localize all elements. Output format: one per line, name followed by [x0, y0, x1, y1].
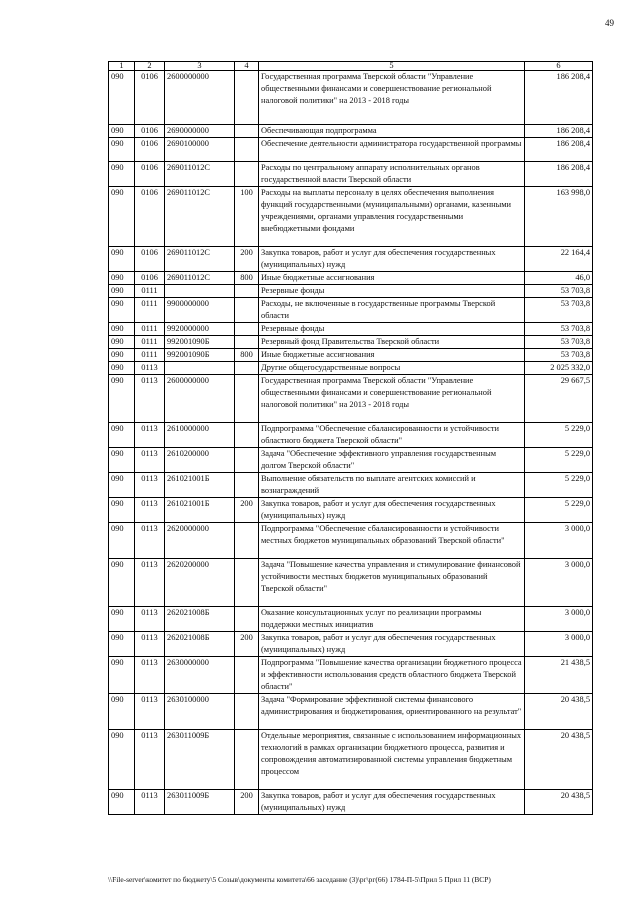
cell-ministry: 090 — [109, 138, 135, 162]
cell-ministry: 090 — [109, 247, 135, 272]
cell-section: 0113 — [135, 559, 165, 607]
cell-ministry: 090 — [109, 285, 135, 298]
cell-section: 0113 — [135, 498, 165, 523]
cell-expense-type — [235, 423, 259, 448]
cell-section: 0113 — [135, 375, 165, 423]
cell-expense-type — [235, 657, 259, 694]
cell-ministry: 090 — [109, 323, 135, 336]
cell-section: 0106 — [135, 138, 165, 162]
cell-section: 0113 — [135, 657, 165, 694]
cell-amount: 21 438,5 — [525, 657, 593, 694]
table-row — [109, 336, 593, 349]
cell-section: 0113 — [135, 694, 165, 730]
cell-target: 2600000000 — [165, 375, 235, 423]
header-cell: 3 — [165, 62, 235, 71]
cell-target: 2630000000 — [165, 657, 235, 694]
cell-expense-type — [235, 125, 259, 138]
cell-target: 2690100000 — [165, 138, 235, 162]
cell-ministry: 090 — [109, 162, 135, 187]
cell-target: 262021008Б — [165, 632, 235, 657]
table-row — [109, 298, 593, 323]
table-row — [109, 247, 593, 272]
cell-ministry: 090 — [109, 71, 135, 125]
cell-target: 9920000000 — [165, 323, 235, 336]
table-row — [109, 694, 593, 730]
cell-section: 0113 — [135, 448, 165, 473]
cell-expense-type — [235, 162, 259, 187]
cell-amount: 186 208,4 — [525, 125, 593, 138]
header-row — [109, 62, 593, 71]
cell-description: Задача "Повышение качества управления и стимулирование финансовой устойчивости местных бюджетов муниципальных образований Тверской области" — [259, 559, 525, 607]
cell-section: 0106 — [135, 162, 165, 187]
cell-ministry: 090 — [109, 349, 135, 362]
cell-ministry: 090 — [109, 187, 135, 247]
cell-ministry: 090 — [109, 362, 135, 375]
cell-section: 0113 — [135, 523, 165, 559]
cell-expense-type: 200 — [235, 247, 259, 272]
cell-amount: 186 208,4 — [525, 138, 593, 162]
table-row — [109, 790, 593, 815]
cell-target: 263011009Б — [165, 790, 235, 815]
cell-ministry: 090 — [109, 523, 135, 559]
cell-amount: 46,0 — [525, 272, 593, 285]
cell-description: Другие общегосударственные вопросы — [259, 362, 525, 375]
cell-target: 2620000000 — [165, 523, 235, 559]
cell-section: 0113 — [135, 730, 165, 790]
cell-ministry: 090 — [109, 298, 135, 323]
cell-target: 9900000000 — [165, 298, 235, 323]
file-path-footer: \\File-server\комитет по бюджету\5 Созыв\документы комитета\66 заседание (3)\рг\рг(66) 1784-П-5\Прил 5 Прил 11 (ВСР) — [108, 875, 491, 884]
table-row — [109, 657, 593, 694]
header-cell: 2 — [135, 62, 165, 71]
table-row — [109, 523, 593, 559]
cell-amount: 5 229,0 — [525, 498, 593, 523]
cell-ministry: 090 — [109, 790, 135, 815]
cell-amount: 5 229,0 — [525, 473, 593, 498]
cell-amount: 22 164,4 — [525, 247, 593, 272]
cell-section: 0106 — [135, 125, 165, 138]
cell-target: 269011012С — [165, 272, 235, 285]
cell-description: Задача "Формирование эффективной системы финансового администрирования и бюджетирования, ориентированного на результат" — [259, 694, 525, 730]
table-row — [109, 125, 593, 138]
cell-ministry: 090 — [109, 473, 135, 498]
cell-expense-type — [235, 694, 259, 730]
cell-description: Расходы на выплаты персоналу в целях обеспечения выполнения функций государственными (муниципальными) органами, казенными учреждениями, органами управления государственными внебюджетными фондами — [259, 187, 525, 247]
cell-description: Государственная программа Тверской области "Управление общественными финансами и совершенствование региональной налоговой политики" на 2013 - 2018 годы — [259, 71, 525, 125]
cell-amount: 163 998,0 — [525, 187, 593, 247]
cell-ministry: 090 — [109, 657, 135, 694]
table-row — [109, 187, 593, 247]
cell-amount: 20 438,5 — [525, 694, 593, 730]
cell-ministry: 090 — [109, 448, 135, 473]
cell-target: 2620200000 — [165, 559, 235, 607]
cell-section: 0111 — [135, 323, 165, 336]
table-row — [109, 632, 593, 657]
table-row — [109, 730, 593, 790]
cell-target: 2610200000 — [165, 448, 235, 473]
header-cell: 1 — [109, 62, 135, 71]
cell-section: 0113 — [135, 473, 165, 498]
cell-amount: 3 000,0 — [525, 559, 593, 607]
cell-amount: 186 208,4 — [525, 71, 593, 125]
table-row — [109, 71, 593, 125]
cell-expense-type — [235, 71, 259, 125]
cell-description: Иные бюджетные ассигнования — [259, 349, 525, 362]
cell-target: 269011012С — [165, 187, 235, 247]
cell-expense-type — [235, 138, 259, 162]
table-row — [109, 285, 593, 298]
cell-description: Закупка товаров, работ и услуг для обеспечения государственных (муниципальных) нужд — [259, 498, 525, 523]
cell-target: 992001090Б — [165, 336, 235, 349]
cell-ministry: 090 — [109, 694, 135, 730]
cell-ministry: 090 — [109, 272, 135, 285]
cell-expense-type: 200 — [235, 632, 259, 657]
cell-expense-type — [235, 285, 259, 298]
budget-table — [108, 61, 593, 815]
cell-target: 263011009Б — [165, 730, 235, 790]
cell-description: Резервные фонды — [259, 285, 525, 298]
cell-expense-type: 100 — [235, 187, 259, 247]
cell-ministry: 090 — [109, 125, 135, 138]
cell-target: 269011012С — [165, 162, 235, 187]
cell-target: 992001090Б — [165, 349, 235, 362]
cell-expense-type: 200 — [235, 498, 259, 523]
table-row — [109, 607, 593, 632]
cell-expense-type: 200 — [235, 790, 259, 815]
cell-description: Закупка товаров, работ и услуг для обеспечения государственных (муниципальных) нужд — [259, 247, 525, 272]
cell-ministry: 090 — [109, 730, 135, 790]
table-row — [109, 272, 593, 285]
cell-amount: 53 703,8 — [525, 323, 593, 336]
table-row — [109, 323, 593, 336]
cell-description: Закупка товаров, работ и услуг для обеспечения государственных (муниципальных) нужд — [259, 790, 525, 815]
cell-expense-type — [235, 375, 259, 423]
cell-ministry: 090 — [109, 375, 135, 423]
cell-ministry: 090 — [109, 336, 135, 349]
cell-amount: 5 229,0 — [525, 448, 593, 473]
cell-section: 0111 — [135, 285, 165, 298]
cell-target — [165, 362, 235, 375]
cell-expense-type: 800 — [235, 349, 259, 362]
cell-amount: 20 438,5 — [525, 790, 593, 815]
cell-description: Задача "Обеспечение эффективного управления государственным долгом Тверской области" — [259, 448, 525, 473]
header-cell: 5 — [259, 62, 525, 71]
cell-description: Иные бюджетные ассигнования — [259, 272, 525, 285]
cell-description: Обеспечивающая подпрограмма — [259, 125, 525, 138]
table-row — [109, 473, 593, 498]
cell-amount: 186 208,4 — [525, 162, 593, 187]
table-row — [109, 498, 593, 523]
cell-section: 0111 — [135, 336, 165, 349]
cell-description: Оказание консультационных услуг по реализации программы поддержки местных инициатив — [259, 607, 525, 632]
cell-target: 2630100000 — [165, 694, 235, 730]
cell-expense-type — [235, 362, 259, 375]
cell-amount: 53 703,8 — [525, 285, 593, 298]
cell-ministry: 090 — [109, 559, 135, 607]
cell-expense-type — [235, 730, 259, 790]
cell-amount: 5 229,0 — [525, 423, 593, 448]
cell-description: Государственная программа Тверской области "Управление общественными финансами и совершенствование региональной налоговой политики" на 2013 - 2018 годы — [259, 375, 525, 423]
table-row — [109, 138, 593, 162]
cell-ministry: 090 — [109, 607, 135, 632]
cell-section: 0113 — [135, 607, 165, 632]
cell-expense-type — [235, 323, 259, 336]
cell-expense-type — [235, 298, 259, 323]
cell-amount: 53 703,8 — [525, 349, 593, 362]
cell-expense-type — [235, 607, 259, 632]
cell-amount: 29 667,5 — [525, 375, 593, 423]
cell-amount: 53 703,8 — [525, 336, 593, 349]
cell-section: 0106 — [135, 247, 165, 272]
cell-ministry: 090 — [109, 423, 135, 448]
cell-description: Закупка товаров, работ и услуг для обеспечения государственных (муниципальных) нужд — [259, 632, 525, 657]
cell-amount: 53 703,8 — [525, 298, 593, 323]
cell-description: Расходы, не включенные в государственные программы Тверской области — [259, 298, 525, 323]
page-number: 49 — [605, 18, 614, 28]
cell-target: 2690000000 — [165, 125, 235, 138]
cell-description: Резервный фонд Правительства Тверской области — [259, 336, 525, 349]
cell-amount: 2 025 332,0 — [525, 362, 593, 375]
cell-description: Подпрограмма "Обеспечение сбалансированности и устойчивости местных бюджетов муниципальных образований Тверской области" — [259, 523, 525, 559]
cell-section: 0106 — [135, 71, 165, 125]
table-row — [109, 162, 593, 187]
cell-description: Выполнение обязательств по выплате агентских комиссий и вознаграждений — [259, 473, 525, 498]
table-row — [109, 375, 593, 423]
cell-target: 262021008Б — [165, 607, 235, 632]
cell-description: Расходы по центральному аппарату исполнительных органов государственной власти Тверской области — [259, 162, 525, 187]
cell-expense-type — [235, 473, 259, 498]
cell-ministry: 090 — [109, 498, 135, 523]
cell-target: 269011012С — [165, 247, 235, 272]
cell-section: 0113 — [135, 790, 165, 815]
cell-amount: 20 438,5 — [525, 730, 593, 790]
cell-expense-type — [235, 336, 259, 349]
cell-description: Резервные фонды — [259, 323, 525, 336]
cell-amount: 3 000,0 — [525, 607, 593, 632]
cell-target: 261021001Б — [165, 473, 235, 498]
cell-description: Подпрограмма "Обеспечение сбалансированности и устойчивости областного бюджета Тверской области" — [259, 423, 525, 448]
cell-section: 0113 — [135, 423, 165, 448]
table-row — [109, 423, 593, 448]
cell-section: 0111 — [135, 298, 165, 323]
table-row — [109, 559, 593, 607]
cell-section: 0113 — [135, 362, 165, 375]
header-cell: 6 — [525, 62, 593, 71]
cell-expense-type: 800 — [235, 272, 259, 285]
cell-section: 0113 — [135, 632, 165, 657]
cell-description: Подпрограмма "Повышение качества организации бюджетного процесса и эффективности использования средств областного бюджета Тверской области" — [259, 657, 525, 694]
cell-expense-type — [235, 448, 259, 473]
cell-expense-type — [235, 559, 259, 607]
cell-section: 0106 — [135, 272, 165, 285]
table-row — [109, 349, 593, 362]
cell-section: 0106 — [135, 187, 165, 247]
cell-description: Обеспечение деятельности администратора государственной программы — [259, 138, 525, 162]
cell-target: 261021001Б — [165, 498, 235, 523]
cell-amount: 3 000,0 — [525, 523, 593, 559]
cell-amount: 3 000,0 — [525, 632, 593, 657]
cell-description: Отдельные мероприятия, связанные с использованием информационных технологий в рамках организации бюджетного процесса, развития и сопровождения автоматизированной системы управления бюджетным процессом — [259, 730, 525, 790]
cell-target — [165, 285, 235, 298]
cell-expense-type — [235, 523, 259, 559]
table-row — [109, 362, 593, 375]
cell-section: 0111 — [135, 349, 165, 362]
cell-ministry: 090 — [109, 632, 135, 657]
cell-target: 2600000000 — [165, 71, 235, 125]
header-cell: 4 — [235, 62, 259, 71]
cell-target: 2610000000 — [165, 423, 235, 448]
table-row — [109, 448, 593, 473]
